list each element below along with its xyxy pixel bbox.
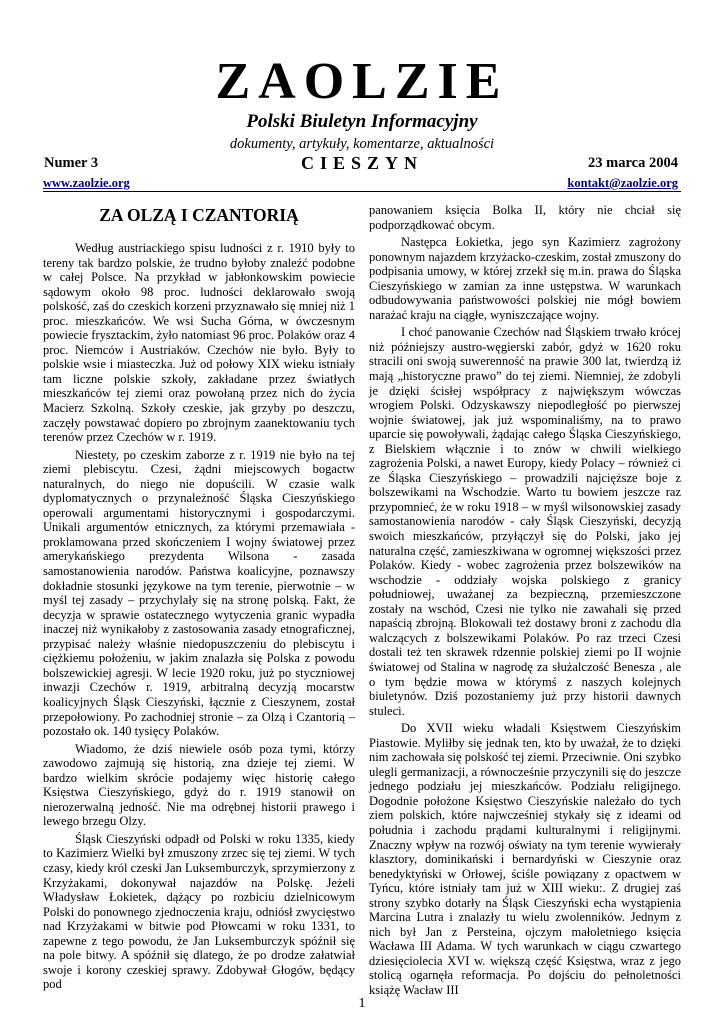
article-paragraph: panowaniem księcia Bolka II, który nie chciał się podporządkować obcym.: [369, 203, 681, 232]
article-paragraph: I choć panowanie Czechów nad Śląskiem trwało krócej niż późniejszy austro-węgierski zabór, gdyż w 1620 roku stracili oni swoją suwerenność na prawie 300 lat, twierdzą iż mają „historyczne prawo” do tej ziemi. Niemniej, że zdobyli je dzięki ścisłej współpracy z największym wówczas wrogiem Polski. Odzyskawszy niepodległość po pierwszej wojnie światowej, jak już wspominaliśmy, na to prawo uparcie się powoływali, żądając całego Śląska Cieszyńskiego, z Bielskiem włącznie i to znów w chwili wielkiego zagrożenia Polski, a nawet Europy, kiedy Polacy – również ci ze Śląska Cieszyńskiego – prowadzili najcięższe boje z bolszewikami na Wschodzie. Warto tu bowiem jeszcze raz przypomnieć, że w roku 1918 – w myśl wilsonowskiej zasady samostanowienia narodów - cały Śląsk Cieszyński, decyzją swoich mieszkańców, przyłączył się do Polski, jako jej naturalna część, zamieszkiwana w ogromnej większości przez Polaków. Kiedy - wobec zagrożenia przez bolszewików na wschodzie - oddziały wojska polskiego z granicy południowej, uważanej za bezpieczną, przemieszczone zostały na wschód, Czesi nie tylko nie zawahali się przed napaścią zbrojną. Blokowali też dostawy broni z zachodu dla walczących z bolszewikami Polaków. Po raz trzeci Czesi dostali też ten skrawek rdzennie polskiej ziemi po II wojnie światowej od Stalina w nagrodę za służalczość Benesza , ale o tym będzie mowa w którymś z naszych kolejnych biuletynów. Dziś pozostaniemy już przy historii dawnych stuleci.: [369, 325, 681, 718]
email-link[interactable]: kontakt@zaolzie.org: [567, 176, 678, 190]
article-paragraph: Następca Łokietka, jego syn Kazimierz zagrożony ponownym najazdem krzyżacko-czeskim, został zmuszony do podpisania umowy, w której zrzekł się m.in. prawa do Śląska Cieszyńskiego w zamian za inne ustępstwa. W warunkach odbudowywania państwowości polskiej nie mógł bowiem narażać kraju na ciągłe, wyniszczające wojny.: [369, 235, 681, 322]
article-headline: ZA OLZĄ I CZANTORIĄ: [99, 205, 299, 225]
website-link[interactable]: www.zaolzie.org: [43, 176, 130, 190]
header-divider: [43, 191, 681, 192]
right-column: [369, 203, 681, 1001]
article-paragraph: Śląsk Cieszyński odpadł od Polski w roku 1335, kiedy to Kazimierz Wielki był zmuszony zrzec się tej ziemi. W tych czasy, kiedy król czeski Jan Luksemburczyk, sprzymierzony z Krzyżakami, dokonywał najazdów na Polskę. Jeżeli Władysław Łokietek, dążący po rozbiciu dzielnicowym Polski do ponownego zjednoczenia kraju, odniósł zwycięstwo nad Krzyżakami w bitwie pod Płowcami w roku 1331, to zapewne z tego powodu, że Jan Luksemburczyk spóźnił się na pole bitwy. A spóźnił się dlatego, że po drodze załatwiał swoje i korony czeskiej sprawy. Zdobywał Głogów, będący pod: [43, 831, 355, 992]
masthead-tagline: dokumenty, artykuły, komentarze, aktualności: [229, 136, 495, 152]
issue-date: 23 marca 2004: [588, 155, 678, 171]
article-paragraph: Niestety, po czeskim zaborze z r. 1919 nie było na tej ziemi plebiscytu. Czesi, żądni miejscowych bogactw naturalnych, do niego nie dopuścili. W czasie walk dyplomatycznych o przynależność Śląska Cieszyńskiego operowali argumentami historycznymi i gospodarczymi. Unikali argumentów etnicznych, za którymi przemawiała - proklamowana przed skończeniem I wojny światowej przez amerykańskiego prezydenta Wilsona - zasada samostanowienia narodów. Państwa koalicyjne, poznawszy dokładnie stosunki językowe na tym terenie, pierwotnie – w myśl tej zasady – przychylały się na stronę polską. Fakt, że decyzja w sprawie ostatecznego wytyczenia granic wypadła inaczej niż wynikałoby z zastosowania zasady etnograficznej, przypisać należy właśnie niedopuszczeniu do plebiscytu i ciężkiemu położeniu, w jakim znalazła się Polska z powodu bolszewickiej agresji. W lecie 1920 roku, już po styczniowej inwazji Czechów r. 1919, arbitralną decyzją mocarstw koalicyjnych Śląsk Cieszyński, łącznie z Cieszynem, został przepołowiony. Po zachodniej stronie – za Olzą i Czantorią – pozostało ok. 140 tysięcy Polaków.: [43, 447, 355, 739]
masthead-subtitle: Polski Biuletyn Informacyjny: [246, 111, 478, 132]
article-paragraph: Do XVII wieku władali Księstwem Cieszyńskim Piastowie. Myliłby się jednak ten, kto by uważał, że to dzięki nim zachowała się polskość tej ziemi. Przeciwnie. Oni szybko ulegli germanizacji, a równocześnie przyczynili się do jeszcze jednego podziału jej mieszkańców. Podziału religijnego. Dogodnie położone Księstwo Cieszyńskie należało do tych ziem polskich, które najwcześniej stykały się z ideami od południa i zachodu prądami kulturalnymi i religijnymi. Znaczny wpływ na rozwój oświaty na tym terenie wywierały klasztory, dominikański i bernardyński w Cieszynie oraz benedyktyński w Orłowej, ściśle powiązany z opactwem w Tyńcu, które istniały tam już w XIII wieku:. Z drugiej zaś strony szybko dotarły na Śląsk Cieszyński echa wystąpienia Marcina Lutra i znalazły tu wielu zwolenników. Jednym z nich był Jan z Persteina, ojczym małoletniego księcia Wacława III Adama. W tych warunkach w ciągu czwartego dziesięciolecia XVI w. większą część Księstwa, wraz z jego stolicą ogarnęła reformacja. Po dojściu do pełnoletności książę Wacław III: [369, 721, 681, 997]
masthead-title: ZAOLZIE: [215, 53, 509, 110]
article-paragraph: Według austriackiego spisu ludności z r. 1910 były to tereny tak bardzo polskie, że trudno byłoby znaleźć podobne w całej Polsce. Na przykład w jabłonkowskim powiecie sądowym około 98 proc. ludności deklarowało swoją polskość, zaś do czeskich korzeni przyznawało się mniej niż 1 proc. mieszkańców. We wsi Sucha Górna, w ówczesnym powiecie frysztackim, żyło natomiast 96 proc. Polaków oraz 4 proc. Niemców i Austriaków. Czechów nie było. Były to polskie wsie i miasteczka. Już od połowy XIX wieku istniały tam liczne polskie szkoły, zakładane przez światłych mieszkańców tej ziemi oraz powołaną przez nich do życia Macierz Szkolną. Szkoły czeskie, jak grzyby po deszczu, zaczęły powstawać dopiero po zbrojnym zaanektowaniu tych terenów przez Czechów w r. 1919.: [43, 241, 355, 445]
city-name: CIESZYN: [300, 153, 424, 173]
page-number: 1: [358, 996, 366, 1011]
left-column: [43, 205, 355, 995]
article-paragraph: Wiadomo, że dziś niewiele osób poza tymi, którzy zawodowo zajmują się historią, zna dzieje tej ziemi. W bardzo wielkim skrócie podajemy więc historię całego Księstwa Cieszyńskiego, gdyż do r. 1919 stanowił on nierozerwalną jedność. Nie ma odrębnej historii prawego i lewego brzegu Olzy.: [43, 741, 355, 829]
issue-number: Numer 3: [44, 155, 99, 171]
